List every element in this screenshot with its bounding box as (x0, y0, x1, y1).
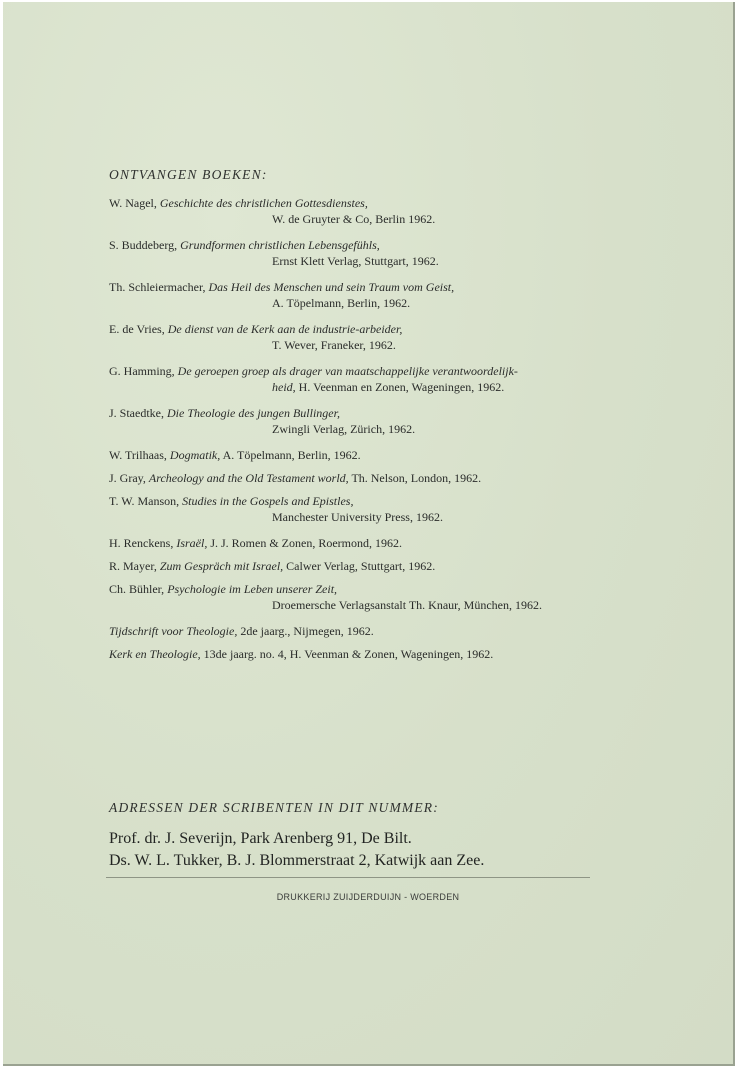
book-title: Zum Gespräch mit Israel, (159, 559, 284, 573)
address-line: Prof. dr. J. Severijn, Park Arenberg 91, De Bilt. (109, 830, 412, 847)
book-entry (109, 195, 609, 227)
journal-title: Tijdschrift voor Theologie, (109, 624, 238, 638)
book-publisher: Manchester University Press, 1962. (272, 510, 443, 524)
book-entry (109, 279, 609, 311)
book-author: E. de Vries, (109, 322, 168, 336)
book-entry (109, 321, 609, 353)
book-author: G. Hamming, (109, 364, 178, 378)
book-author: Ch. Bühler, (109, 582, 168, 596)
book-title: Grundformen christlichen Lebensgefühls, (180, 238, 380, 252)
book-author: W. Trilhaas, (109, 448, 170, 462)
journal-details: 2de jaarg., Nijmegen, 1962. (237, 624, 374, 638)
book-entry (109, 535, 609, 551)
book-publisher: Droemersche Verlagsanstalt Th. Knaur, München, 1962. (272, 598, 543, 612)
printer-imprint: DRUKKERIJ ZUIJDERDUIJN - WOERDEN (276, 892, 460, 902)
book-title: Studies in the Gospels and Epistles, (182, 494, 354, 508)
document-page (3, 2, 735, 1066)
book-title: De dienst van de Kerk aan de industrie-arbeider, (167, 322, 403, 336)
book-author: R. Mayer, (109, 559, 160, 573)
address-line: Ds. W. L. Tukker, B. J. Blommerstraat 2, Katwijk aan Zee. (109, 852, 485, 869)
book-author: T. W. Manson, (109, 494, 183, 508)
book-author: Th. Schleiermacher, (109, 280, 209, 294)
book-author: S. Buddeberg, (109, 238, 181, 252)
book-title: Geschichte des christlichen Gottesdienstes, (159, 196, 368, 210)
book-entry (109, 237, 609, 269)
book-entry (109, 363, 609, 395)
divider-rule (106, 877, 590, 878)
book-entry (109, 405, 609, 437)
authors-addresses-list (109, 828, 484, 872)
journal-entry (109, 646, 609, 662)
book-title: Israël, (176, 536, 208, 550)
received-books-list (109, 195, 609, 669)
book-author: W. Nagel, (109, 196, 160, 210)
book-title: Dogmatik, (169, 448, 221, 462)
book-entry (109, 581, 609, 613)
journal-title: Kerk en Theologie, (109, 647, 201, 661)
book-publisher: Ernst Klett Verlag, Stuttgart, 1962. (272, 254, 439, 268)
book-publisher: H. Veenman en Zonen, Wageningen, 1962. (295, 380, 505, 394)
book-publisher: A. Töpelmann, Berlin, 1962. (272, 296, 411, 310)
book-entry (109, 493, 609, 525)
journal-details: 13de jaarg. no. 4, H. Veenman & Zonen, Wageningen, 1962. (200, 647, 494, 661)
received-books-heading: ONTVANGEN BOEKEN: (109, 167, 268, 182)
authors-addresses-heading: ADRESSEN DER SCRIBENTEN IN DIT NUMMER: (109, 800, 439, 815)
book-title: Psychologie im Leben unserer Zeit, (167, 582, 338, 596)
book-publisher: T. Wever, Franeker, 1962. (272, 338, 396, 352)
book-publisher: W. de Gruyter & Co, Berlin 1962. (272, 212, 436, 226)
book-title: Archeology and the Old Testament world, (148, 471, 349, 485)
book-entry (109, 470, 609, 486)
book-publisher: Zwingli Verlag, Zürich, 1962. (272, 422, 416, 436)
book-publisher: J. J. Romen & Zonen, Roermond, 1962. (207, 536, 402, 550)
journal-entry (109, 623, 609, 639)
book-title: Das Heil des Menschen und sein Traum vom Geist, (208, 280, 455, 294)
book-publisher: Th. Nelson, London, 1962. (348, 471, 482, 485)
book-entry (109, 447, 609, 463)
book-publisher: A. Töpelmann, Berlin, 1962. (220, 448, 361, 462)
book-title: De geroepen groep als drager van maatschappelijke verantwoordelijk- (177, 364, 518, 378)
book-author: H. Renckens, (109, 536, 177, 550)
book-publisher: Calwer Verlag, Stuttgart, 1962. (283, 559, 436, 573)
book-author: J. Staedtke, (109, 406, 167, 420)
book-author: J. Gray, (109, 471, 149, 485)
book-entry (109, 558, 609, 574)
book-title-continued: heid, (272, 380, 296, 394)
book-title: Die Theologie des jungen Bullinger, (167, 406, 340, 420)
